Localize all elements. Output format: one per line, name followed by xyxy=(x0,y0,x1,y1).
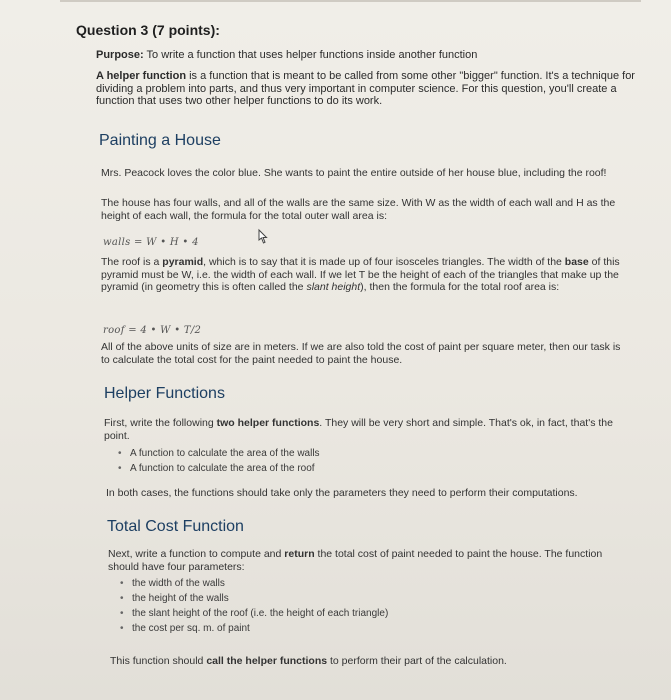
total-p2-b: to perform their part of the calculation. xyxy=(327,655,507,667)
total-p1-a: Next, write a function to compute and xyxy=(108,548,285,560)
total-p1-b: the total cost of paint needed to paint the house. The function should have four parameters: xyxy=(108,548,603,573)
roof-formula: roof = 4 • W • T/2 xyxy=(103,325,202,336)
helpers-p1-a: First, write the following xyxy=(104,417,217,429)
list-item: • the width of the walls xyxy=(120,576,388,591)
painting-p4: All of the above units of size are in meters. If we are also told the cost of paint per square meter, then our task is to calculate the total cost for the paint needed to paint the house. xyxy=(101,341,621,366)
list-item: • A function to calculate the area of the walls xyxy=(118,446,320,461)
question-title: Question 3 (7 points): xyxy=(76,22,220,38)
list-item: • the slant height of the roof (i.e. the height of each triangle) xyxy=(120,606,388,621)
purpose-label: Purpose: xyxy=(96,49,144,61)
p3-d: ), then the formula for the total roof area is: xyxy=(360,281,560,293)
painting-heading: Painting a House xyxy=(99,132,221,149)
mouse-cursor-icon xyxy=(254,228,270,246)
purpose-text: To write a function that uses helper functions inside another function xyxy=(143,49,478,61)
list-item: • the cost per sq. m. of paint xyxy=(120,621,388,636)
list-item: • A function to calculate the area of the roof xyxy=(118,461,320,476)
painting-p1: Mrs. Peacock loves the color blue. She wants to paint the entire outside of her house blue, including the roof! xyxy=(101,167,607,179)
helpers-p2: In both cases, the functions should take only the parameters they need to perform their computations. xyxy=(106,487,578,499)
intro-bold: A helper function xyxy=(96,70,187,82)
walls-formula: walls = W • H • 4 xyxy=(103,237,199,248)
painting-p3 xyxy=(101,256,629,294)
list-item: • the height of the walls xyxy=(120,591,388,606)
total-p2-bold: call the helper functions xyxy=(206,655,328,667)
top-divider xyxy=(60,0,641,2)
total-p1-bold: return xyxy=(284,548,315,560)
p3-bold-base: base xyxy=(564,256,589,268)
purpose-line xyxy=(96,48,636,62)
p3-b: , which is to say that it is made up of four isosceles triangles. The width of the xyxy=(203,256,565,268)
p3-italic-slant: slant height xyxy=(306,281,361,293)
total-p2 xyxy=(110,655,620,668)
intro-text: is a function that is meant to be called from some other "bigger" function. It's a technique for dividing a problem into parts, and thus very important in computer science. For this question, you'll create a function that uses two other helper functions to do its work. xyxy=(96,70,635,107)
helpers-heading: Helper Functions xyxy=(104,385,225,402)
total-heading: Total Cost Function xyxy=(107,518,244,535)
helpers-p1-b: . They will be very short and simple. That's ok, in fact, that's the point. xyxy=(104,417,613,442)
helpers-p1-bold: two helper functions xyxy=(216,417,320,429)
helpers-list xyxy=(118,446,320,476)
total-p1 xyxy=(108,548,618,573)
p3-bold-pyramid: pyramid xyxy=(162,256,204,268)
p3-c: of this pyramid must be W, i.e. the width of each wall. If we let T be the height of each of the triangles that make up the pyramid (in geometry this is often called the xyxy=(101,256,620,293)
helper-function-intro xyxy=(96,70,636,108)
total-p2-a: This function should xyxy=(110,655,207,667)
helpers-p1 xyxy=(104,417,624,442)
p3-a: The roof is a xyxy=(101,256,163,268)
painting-p2: The house has four walls, and all of the walls are the same size. With W as the width of each wall and H as the height of each wall, the formula for the total outer wall area is: xyxy=(101,197,616,222)
total-params-list xyxy=(120,576,388,636)
